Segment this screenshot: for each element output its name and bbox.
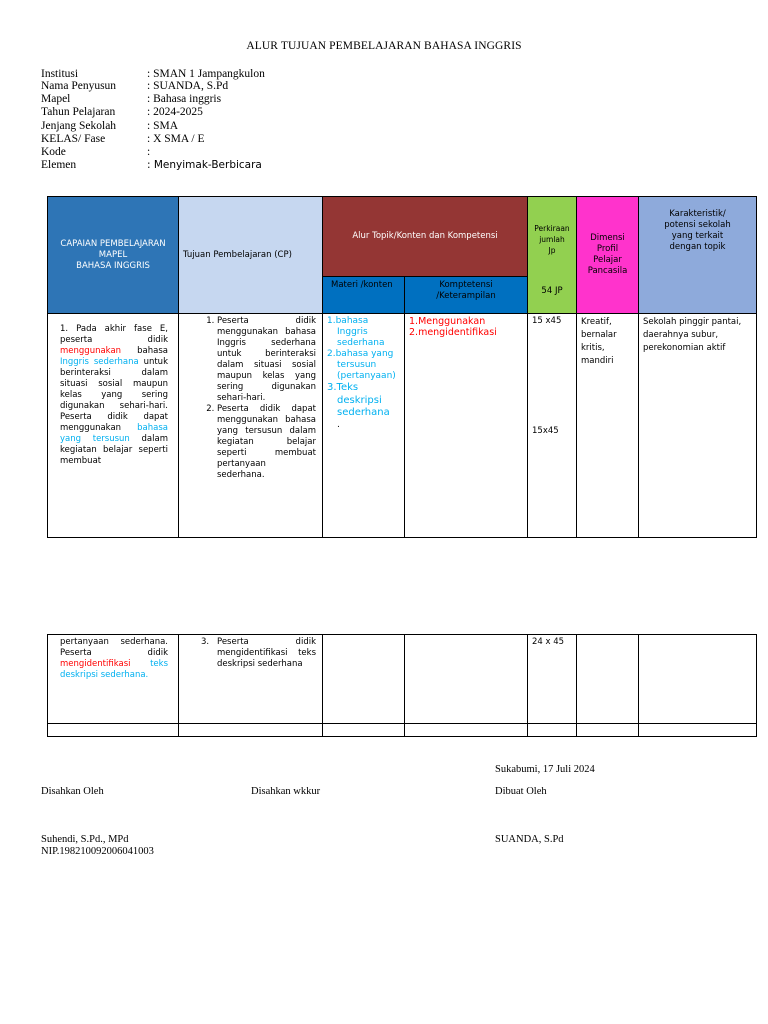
tp-list bbox=[179, 316, 322, 481]
cell-capaian-cont bbox=[48, 635, 179, 724]
cell-tujuan bbox=[179, 314, 323, 538]
info-value: : 2024-2025 bbox=[147, 106, 203, 118]
document-title: ALUR TUJUAN PEMBELAJARAN BAHASA INGGRIS bbox=[246, 40, 522, 52]
header-karakteristik bbox=[639, 197, 757, 314]
signer-name-right: SUANDA, S.Pd bbox=[495, 834, 564, 845]
signer-name-left: Suhendi, S.Pd., MPd bbox=[41, 834, 129, 845]
jp-value: 15 x45 bbox=[532, 316, 562, 326]
jp-value: 15x45 bbox=[532, 426, 559, 436]
cell-materi bbox=[323, 314, 405, 538]
cell-capaian bbox=[48, 314, 179, 538]
cell-tujuan-cont bbox=[179, 635, 323, 724]
info-value: : SMAN 1 Jampangkulon bbox=[147, 68, 265, 80]
info-label: Mapel bbox=[41, 93, 71, 105]
header-kar-line: Karakteristik/ bbox=[669, 209, 726, 219]
info-value: : Bahasa inggris bbox=[147, 93, 222, 105]
signer-nip-left: NIP.198210092006041003 bbox=[41, 846, 154, 857]
empty-cell bbox=[323, 724, 405, 737]
header-dim-line: Dimensi bbox=[590, 233, 625, 243]
header-dimensi bbox=[577, 197, 639, 314]
header-komp-line: /Keterampilan bbox=[436, 291, 496, 301]
header-capaian bbox=[48, 197, 179, 314]
empty-cell bbox=[48, 724, 179, 737]
empty-cell bbox=[179, 724, 323, 737]
cp-text-segment bbox=[131, 659, 151, 669]
empty-cell bbox=[528, 724, 577, 737]
approved-wakasek-label: Disahkan wkkur bbox=[251, 786, 321, 797]
cp-text-segment: dalam kegiatan belajar seperti membuat bbox=[60, 434, 168, 466]
alur-table-continued bbox=[47, 634, 757, 737]
cp-text-segment: pertanyaan sederhana. Peserta didik bbox=[60, 637, 168, 658]
cp-text-highlight-red: mengidentifikasi bbox=[60, 659, 131, 669]
cp-text-highlight-blue: bahasa yang tersusun bbox=[60, 423, 168, 444]
header-jp-total: 54 JP bbox=[541, 286, 563, 296]
header-alur bbox=[323, 197, 528, 277]
tp-item bbox=[179, 637, 322, 670]
info-label: Elemen bbox=[41, 159, 77, 171]
info-label: Nama Penyusun bbox=[41, 80, 117, 92]
made-by-label: Dibuat Oleh bbox=[495, 786, 547, 797]
header-alur-label: Alur Topik/Konten dan Kompetensi bbox=[352, 231, 498, 241]
place-date: Sukabumi, 17 Juli 2024 bbox=[495, 764, 595, 775]
info-value: : Menyimak-Berbicara bbox=[147, 159, 262, 171]
info-value: : SUANDA, S.Pd bbox=[147, 80, 229, 92]
cp-text-segment: untuk berinteraksi dalam situasi sosial maupun kelas yang sering digunakan sehari-hari. Peserta didik dapat menggunakan bbox=[60, 357, 168, 433]
header-kar-line: dengan topik bbox=[669, 242, 726, 252]
header-cp-line: MAPEL bbox=[98, 249, 128, 260]
cp-text-highlight-blue: Inggris sederhana bbox=[60, 357, 139, 367]
header-kar-line: potensi sekolah bbox=[664, 220, 731, 230]
header-kar-line: yang terkait bbox=[671, 231, 724, 241]
tp-item-text: Peserta didik mengidentifikasi teks deskripsi sederhana bbox=[217, 637, 316, 669]
header-tp-label: Tujuan Pembelajaran (CP) bbox=[183, 249, 292, 260]
header-dim-line: Pelajar bbox=[593, 255, 622, 265]
materi-item: . bbox=[337, 419, 340, 430]
materi-item: 2.bahasa yang tersusun (pertanyaan) bbox=[327, 349, 396, 381]
approved-by-label: Disahkan Oleh bbox=[41, 786, 104, 797]
tp-item: 2. Peserta didik dapat menggunakan bahasa yang tersusun dalam kegiatan belajar seperti membuat pertanyaan sederhana. bbox=[217, 404, 316, 481]
header-jp-line: Perkiraan bbox=[534, 224, 570, 233]
header-materi bbox=[323, 277, 405, 314]
cp-text-segment: 1. Pada akhir fase E, peserta didik bbox=[60, 324, 168, 345]
header-cp-line: CAPAIAN PEMBELAJARAN bbox=[60, 238, 166, 249]
cell-jp bbox=[528, 314, 577, 538]
info-label: Kode bbox=[41, 146, 66, 158]
info-label: Jenjang Sekolah bbox=[41, 120, 117, 132]
tp-item: 1. Peserta didik menggunakan bahasa Inggris sederhana untuk berinteraksi dalam situasi sosial maupun kelas yang sering digunakan sehari-hari. bbox=[217, 316, 316, 404]
cell-dimensi-cont bbox=[577, 635, 639, 724]
jp-value: 24 x 45 bbox=[532, 637, 565, 647]
header-dim-line: Profil bbox=[596, 244, 619, 254]
komp-item: 1.Menggunakan bbox=[409, 316, 486, 327]
info-label: KELAS/ Fase bbox=[41, 133, 106, 145]
alur-table bbox=[47, 196, 757, 538]
materi-item: 1.bahasa Inggris sederhana bbox=[327, 316, 385, 348]
info-value: : SMA bbox=[147, 120, 178, 132]
header-jp-line: jumlah bbox=[539, 235, 565, 244]
cp-text-highlight-red: menggunakan bbox=[60, 346, 122, 356]
header-jp-line: Jp bbox=[548, 246, 556, 255]
cell-kompetensi-cont bbox=[405, 635, 528, 724]
empty-cell bbox=[405, 724, 528, 737]
tp-item-number: 3. bbox=[201, 637, 210, 647]
cell-jp-cont bbox=[528, 635, 577, 724]
cell-kompetensi bbox=[405, 314, 528, 538]
header-tujuan bbox=[179, 197, 323, 314]
cp-text-segment: bahasa bbox=[121, 346, 168, 356]
komp-item: 2.mengidentifikasi bbox=[409, 327, 497, 338]
info-value: : bbox=[147, 146, 151, 158]
cell-materi-cont bbox=[323, 635, 405, 724]
header-cp-line: BAHASA INGGRIS bbox=[76, 260, 150, 271]
header-komp-line: Komptetensi bbox=[439, 280, 493, 290]
cell-dimensi bbox=[577, 314, 639, 538]
cell-karakteristik-cont bbox=[639, 635, 757, 724]
empty-cell bbox=[639, 724, 757, 737]
header-kompetensi bbox=[405, 277, 528, 314]
info-label: Institusi bbox=[41, 68, 79, 80]
header-jp bbox=[528, 197, 577, 314]
empty-cell bbox=[577, 724, 639, 737]
header-dim-line: Pancasila bbox=[587, 266, 628, 276]
dimensi-text: Kreatif, bernalar kritis, mandiri bbox=[581, 317, 617, 366]
cp-text-highlight-blue: teks deskripsi sederhana. bbox=[60, 659, 168, 680]
header-materi-label: Materi /konten bbox=[331, 280, 393, 290]
info-value: : X SMA / E bbox=[147, 133, 205, 145]
materi-item: 3.Teks deskripsi sederhana bbox=[327, 382, 390, 418]
info-label: Tahun Pelajaran bbox=[41, 106, 116, 118]
cell-karakteristik bbox=[639, 314, 757, 538]
karakteristik-text: Sekolah pinggir pantai, daerahnya subur, perekonomian aktif bbox=[643, 317, 742, 353]
